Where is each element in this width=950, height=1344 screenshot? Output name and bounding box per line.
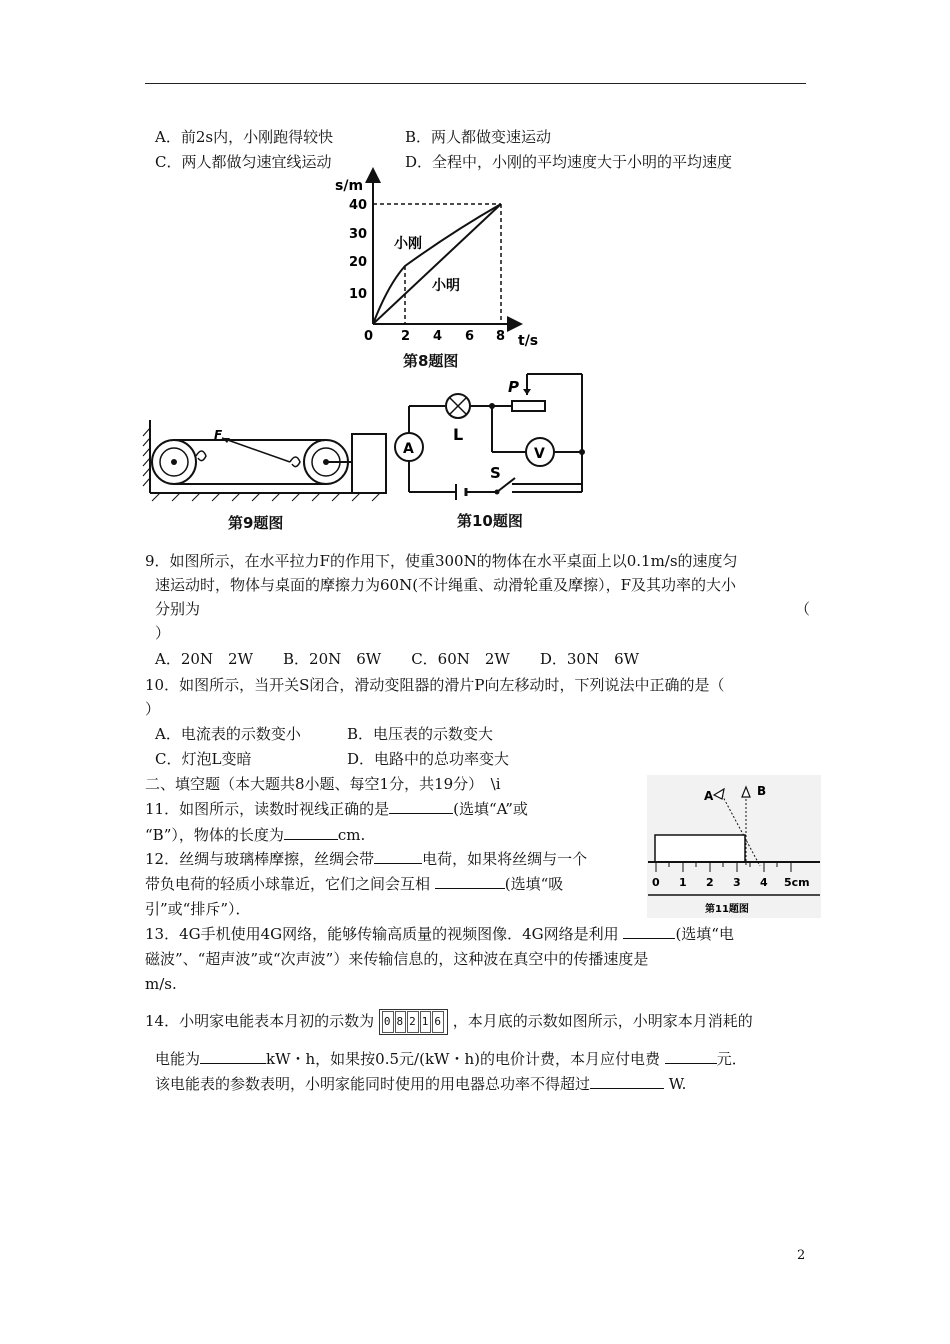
q14-line3: 该电能表的参数表明，小明家能同时使用的用电器总功率不得超过 W. (155, 1075, 687, 1093)
q12-line3: 引”或“排斥”）． (145, 900, 251, 918)
ruler-tick-1: 1 (679, 876, 687, 889)
q10-option-d: D．电路中的总功率变大 (347, 750, 510, 768)
graph-xtick-4: 4 (433, 329, 443, 344)
q8-option-b: B．两人都做变速运动 (405, 128, 552, 146)
label-xiaogang: 小刚 (394, 236, 422, 252)
graph-ytick-10: 10 (349, 287, 368, 302)
graph-ytick-30: 30 (349, 227, 368, 242)
q8-option-d: D．全程中，小刚的平均速度大于小明的平均速度 (405, 153, 733, 171)
q9-options: A．20N 2W B．20N 6W C．60N 2W D．30N 6W (155, 650, 640, 668)
label-s: S (490, 464, 501, 482)
graph-y-label: s/m (335, 178, 364, 194)
label-l: L (453, 425, 464, 444)
fig10-caption: 第10题图 (457, 512, 523, 530)
ruler-tick-5cm: 5cm (784, 876, 810, 889)
label-xiaoming: 小明 (432, 278, 460, 294)
q10-option-c: C．灯泡L变暗 (155, 750, 252, 768)
q10-line2: ） (145, 700, 161, 718)
q10-option-b: B．电压表的示数变大 (347, 725, 494, 743)
object-block (655, 835, 745, 862)
graph-ytick-40: 40 (349, 198, 368, 213)
graph-xtick-2: 2 (401, 329, 411, 344)
energy-meter-reading: 0 8 2 1 6 (379, 1009, 448, 1035)
q13-line2: 磁波”、“超声波”或“次声波”）来传输信息的，这种波在真空中的传播速度是 (145, 950, 649, 968)
section-2-heading: 二、填空题（本大题共8小题、每空1分，共19分） \i (145, 775, 501, 793)
graph-origin: 0 (364, 329, 374, 344)
q13-line3: m/s. (145, 975, 177, 993)
q12-line2: 带负电荷的轻质小球靠近，它们之间会互相 (选填“吸 (145, 875, 564, 893)
ruler-tick-2: 2 (706, 876, 714, 889)
q12-blank-1[interactable] (374, 849, 422, 864)
ruler-tick-0: 0 (652, 876, 660, 889)
graph-xtick-6: 6 (465, 329, 475, 344)
q9-paren-close: ） (155, 624, 171, 642)
label-p: P (508, 378, 519, 396)
fig8-caption: 第8题图 (403, 352, 459, 370)
q9-line3: 分别为 (155, 600, 201, 618)
q8-option-c: C．两人都做匀速宜线运动 (155, 153, 332, 171)
q14-line1: 14．小明家电能表本月初的示数为 0 8 2 1 6 ，本月底的示数如图所示，小明家本月消耗的 (145, 1009, 753, 1035)
q13-blank-1[interactable] (623, 924, 675, 939)
page-number: 2 (797, 1248, 806, 1263)
q11-line2: “B”），物体的长度为 cm. (145, 826, 366, 844)
q8-option-a: A．前2s内，小刚跑得较快 (155, 128, 334, 146)
q13-line1: 13．4G手机使用4G网络，能够传输高质量的视频图像．4G网络是利用 (选填“电 (145, 925, 734, 943)
eye-label-b: B (757, 784, 767, 798)
q11-line1: 11．如图所示，读数时视线正确的是 (选填“A”或 (145, 800, 528, 818)
label-v: V (534, 446, 545, 462)
q14-blank-2[interactable] (665, 1049, 717, 1064)
graph-x-label: t/s (518, 333, 539, 349)
q14-line2: 电能为 kW・h，如果按0.5元/(kW・h)的电价计费，本月应付电费 元． (155, 1050, 747, 1068)
q9-line2: 速运动时，物体与桌面的摩擦力为60N(不计绳重、动滑轮重及摩擦），F及其功率的大小 (155, 576, 736, 594)
q12-line1: 12．丝绸与玻璃棒摩擦，丝绸会带 电荷，如果将丝绸与一个 (145, 850, 588, 868)
q14-blank-1[interactable] (200, 1049, 266, 1064)
force-label: F (214, 428, 223, 442)
q10-option-a: A．电流表的示数变小 (155, 725, 301, 743)
eye-label-a: A (704, 789, 714, 803)
q14-blank-3[interactable] (590, 1074, 664, 1089)
graph-xtick-8: 8 (496, 329, 506, 344)
fig11-caption: 第11题图 (705, 904, 749, 915)
ruler-tick-3: 3 (733, 876, 741, 889)
label-a: A (403, 441, 414, 457)
q9-paren-open: （ (795, 600, 811, 618)
ruler-tick-4: 4 (760, 876, 768, 889)
q10-line1: 10．如图所示，当开关S闭合，滑动变阻器的滑片P向左移动时，下列说法中正确的是（ (145, 676, 725, 694)
fig9-caption: 第9题图 (228, 514, 284, 532)
q12-blank-2[interactable] (435, 874, 505, 889)
graph-ytick-20: 20 (349, 255, 368, 270)
q9-line1: 9．如图所示，在水平拉力F的作用下，使重300N的物体在水平桌面上以0.1m/s的速度匀 (145, 552, 738, 570)
